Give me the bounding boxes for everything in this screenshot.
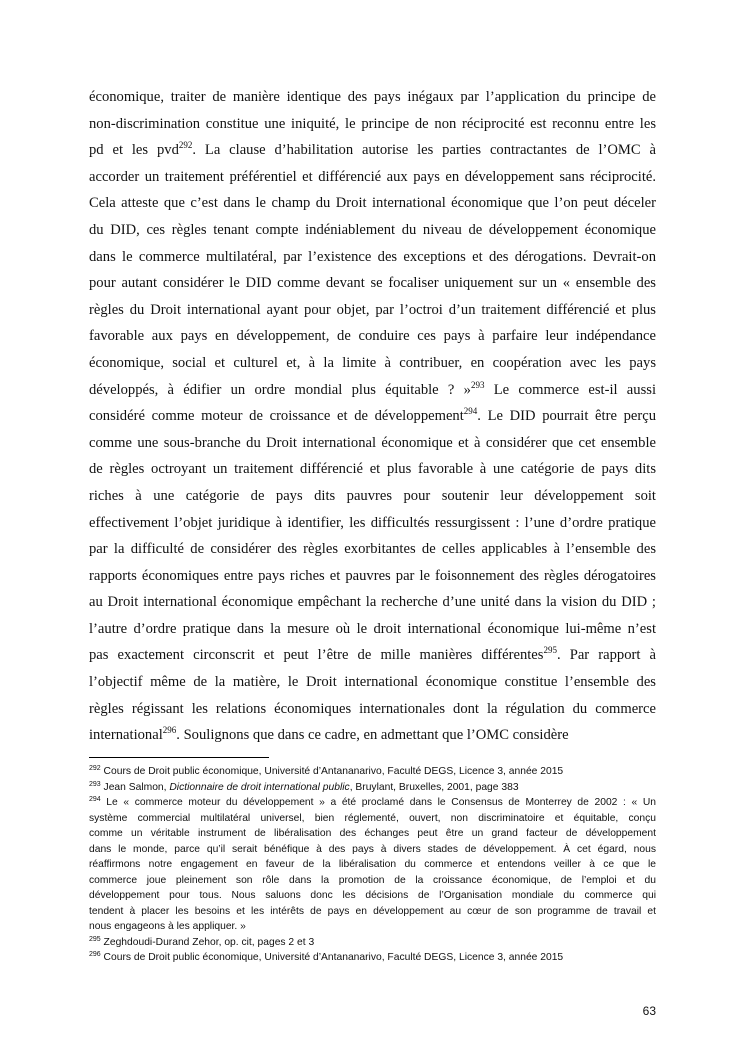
body-line: international$^{296}$. Soulignons que dans ce cadre, en admettant que l’OMC considère bbox=[89, 725, 569, 744]
footnote-line: réaffirmons notre engagement en faveur de la libéralisation du commerce et entendons veiller à ce que le bbox=[89, 859, 656, 870]
body-line: de règles octroyant un traitement différencié et plus favorable à une catégorie de pays dits bbox=[89, 461, 656, 478]
footnote-line: comme un véritable instrument de libéralisation des échanges peut être un grand facteur de développement bbox=[89, 828, 656, 839]
body-line: pas exactement circonscrit et peut l’être de mille manières différentes$^{295}$. Par rapport à bbox=[89, 645, 656, 664]
body-line: effectivement l’objet juridique à identifier, les difficultés ressurgissent : l’une d’ordre pratique bbox=[89, 514, 656, 531]
footnote-line: système commercial multilatéral universel, bien réglementé, ouvert, non discriminatoire et équitable, conçu bbox=[89, 812, 656, 824]
book-title: Dictionnaire de droit international public bbox=[169, 781, 350, 793]
footnote-separator bbox=[89, 757, 269, 758]
footnotes bbox=[89, 764, 656, 966]
footnote-line: $^{292}$ Cours de Droit public économique, Université d’Antananarivo, Faculté DEGS, Licence 3, année 2015 bbox=[89, 765, 564, 777]
body-line: du DID, ces règles tenant compte indéniablement du niveau de développement économique bbox=[89, 221, 656, 238]
body-line: considéré comme moteur de croissance et de développement$^{294}$. Le DID pourrait être perçu bbox=[89, 406, 656, 425]
body-line: l’autre d’ordre pratique dans la mesure où le droit international économique lui-même n’est bbox=[89, 620, 656, 637]
body-line: favorable aux pays en développement, de conduire ces pays à parfaire leur indépendance bbox=[89, 328, 656, 345]
body-line: non-discrimination constitue une iniquité, le principe de non réciprocité est reconnu entre les bbox=[89, 115, 656, 132]
body-line: règles régissant les relations économiques internationales dont la régulation du commerce bbox=[89, 700, 656, 717]
main-text bbox=[89, 84, 656, 749]
footnote-line: dans le monde, parce qu’il serait bénéfique à des pays à divers stades de développement. À cet égard, nous bbox=[89, 843, 656, 855]
body-line: pd et les pvd$^{292}$. La clause d’habilitation autorise les parties contractantes de l’OMC à bbox=[89, 140, 656, 159]
footnote-number: 293 bbox=[89, 780, 101, 788]
footnote-ref: 295 bbox=[543, 645, 557, 656]
body-line: dans le commerce multilatéral, par l’existence des exceptions et des dérogations. Devrait-on bbox=[89, 248, 656, 265]
footnote-ref: 296 bbox=[162, 725, 177, 736]
body-line: rapports économiques entre pays riches et pauvres par le foisonnement des règles dérogatoires bbox=[89, 567, 656, 584]
footnote-line: nous engageons à les appliquer. » bbox=[89, 921, 246, 932]
body-line: Cela atteste que c’est dans le champ du Droit international économique que l’on peut déceler bbox=[89, 195, 656, 212]
body-line: développés, à édifier un ordre mondial plus équitable ? »$^{293}$ Le commerce est-il aussi bbox=[89, 379, 656, 398]
footnote-number: 296 bbox=[89, 951, 101, 958]
body-line: au Droit international économique empêchant la recherche d’une unité dans la vision du DID ; bbox=[89, 594, 656, 611]
body-line: règles du Droit international ayant pour objet, par l’octroi d’un traitement différencié et plus bbox=[89, 301, 656, 318]
footnote-line: $^{294}$ Le « commerce moteur du développement » a été proclamé dans le Consensus de Monterrey de 2002 : « Un bbox=[89, 796, 656, 808]
footnote-line: développement pour tous. Nous saluons donc les décisions de l’Organisation mondiale du commerce qui bbox=[89, 890, 656, 901]
body-line: économique, social et culturel et, à la limite à contribuer, en coopération avec les pays bbox=[89, 354, 656, 371]
page-number: 63 bbox=[642, 1004, 656, 1018]
footnote-ref: 293 bbox=[470, 379, 485, 390]
body-line: comme une sous-branche du Droit international économique et à considérer que cet ensemble bbox=[89, 434, 656, 451]
body-line: par la difficulté de considérer des règles exorbitantes de celles applicables à l’ensemble des bbox=[89, 541, 656, 558]
body-line: accorder un traitement préférentiel et différencié aux pays en développement sans réciprocité. bbox=[89, 168, 656, 185]
footnote-ref: 292 bbox=[178, 140, 193, 151]
body-line: pour autant considérer le DID comme devant se focaliser uniquement sur un « ensemble des bbox=[89, 275, 656, 292]
footnote-ref: 294 bbox=[463, 406, 478, 417]
footnote-line: $^{293}$ Jean Salmon, Dictionnaire de droit international public, Bruylant, Bruxelles, 2001, page 383 bbox=[89, 780, 519, 793]
body-line: riches à une catégorie de pays dits pauvres pour soutenir leur développement soit bbox=[89, 487, 656, 504]
footnote-line: $^{295}$ Zeghdoudi-Durand Zehor, op. cit, pages 2 et 3 bbox=[89, 935, 315, 948]
footnote-line: commerce joue pleinement son rôle dans la promotion de la croissance économique, de l’emploi et du bbox=[89, 874, 656, 886]
footnote-line: $^{296}$ Cours de Droit public économique, Université d’Antananarivo, Faculté DEGS, Licence 3, année 2015 bbox=[89, 951, 564, 963]
body-line: économique, traiter de manière identique des pays inégaux par l’application du principe de bbox=[89, 89, 656, 105]
footnote-number: 292 bbox=[89, 765, 101, 772]
footnote-number: 295 bbox=[89, 935, 101, 943]
footnote-line: tendent à placer les besoins et les intérêts de pays en développement au cœur de son programme de travail et bbox=[89, 905, 656, 917]
body-line: l’objectif même de la matière, le Droit international économique constitue l’ensemble des bbox=[89, 674, 656, 691]
footnote-number: 294 bbox=[89, 796, 101, 803]
